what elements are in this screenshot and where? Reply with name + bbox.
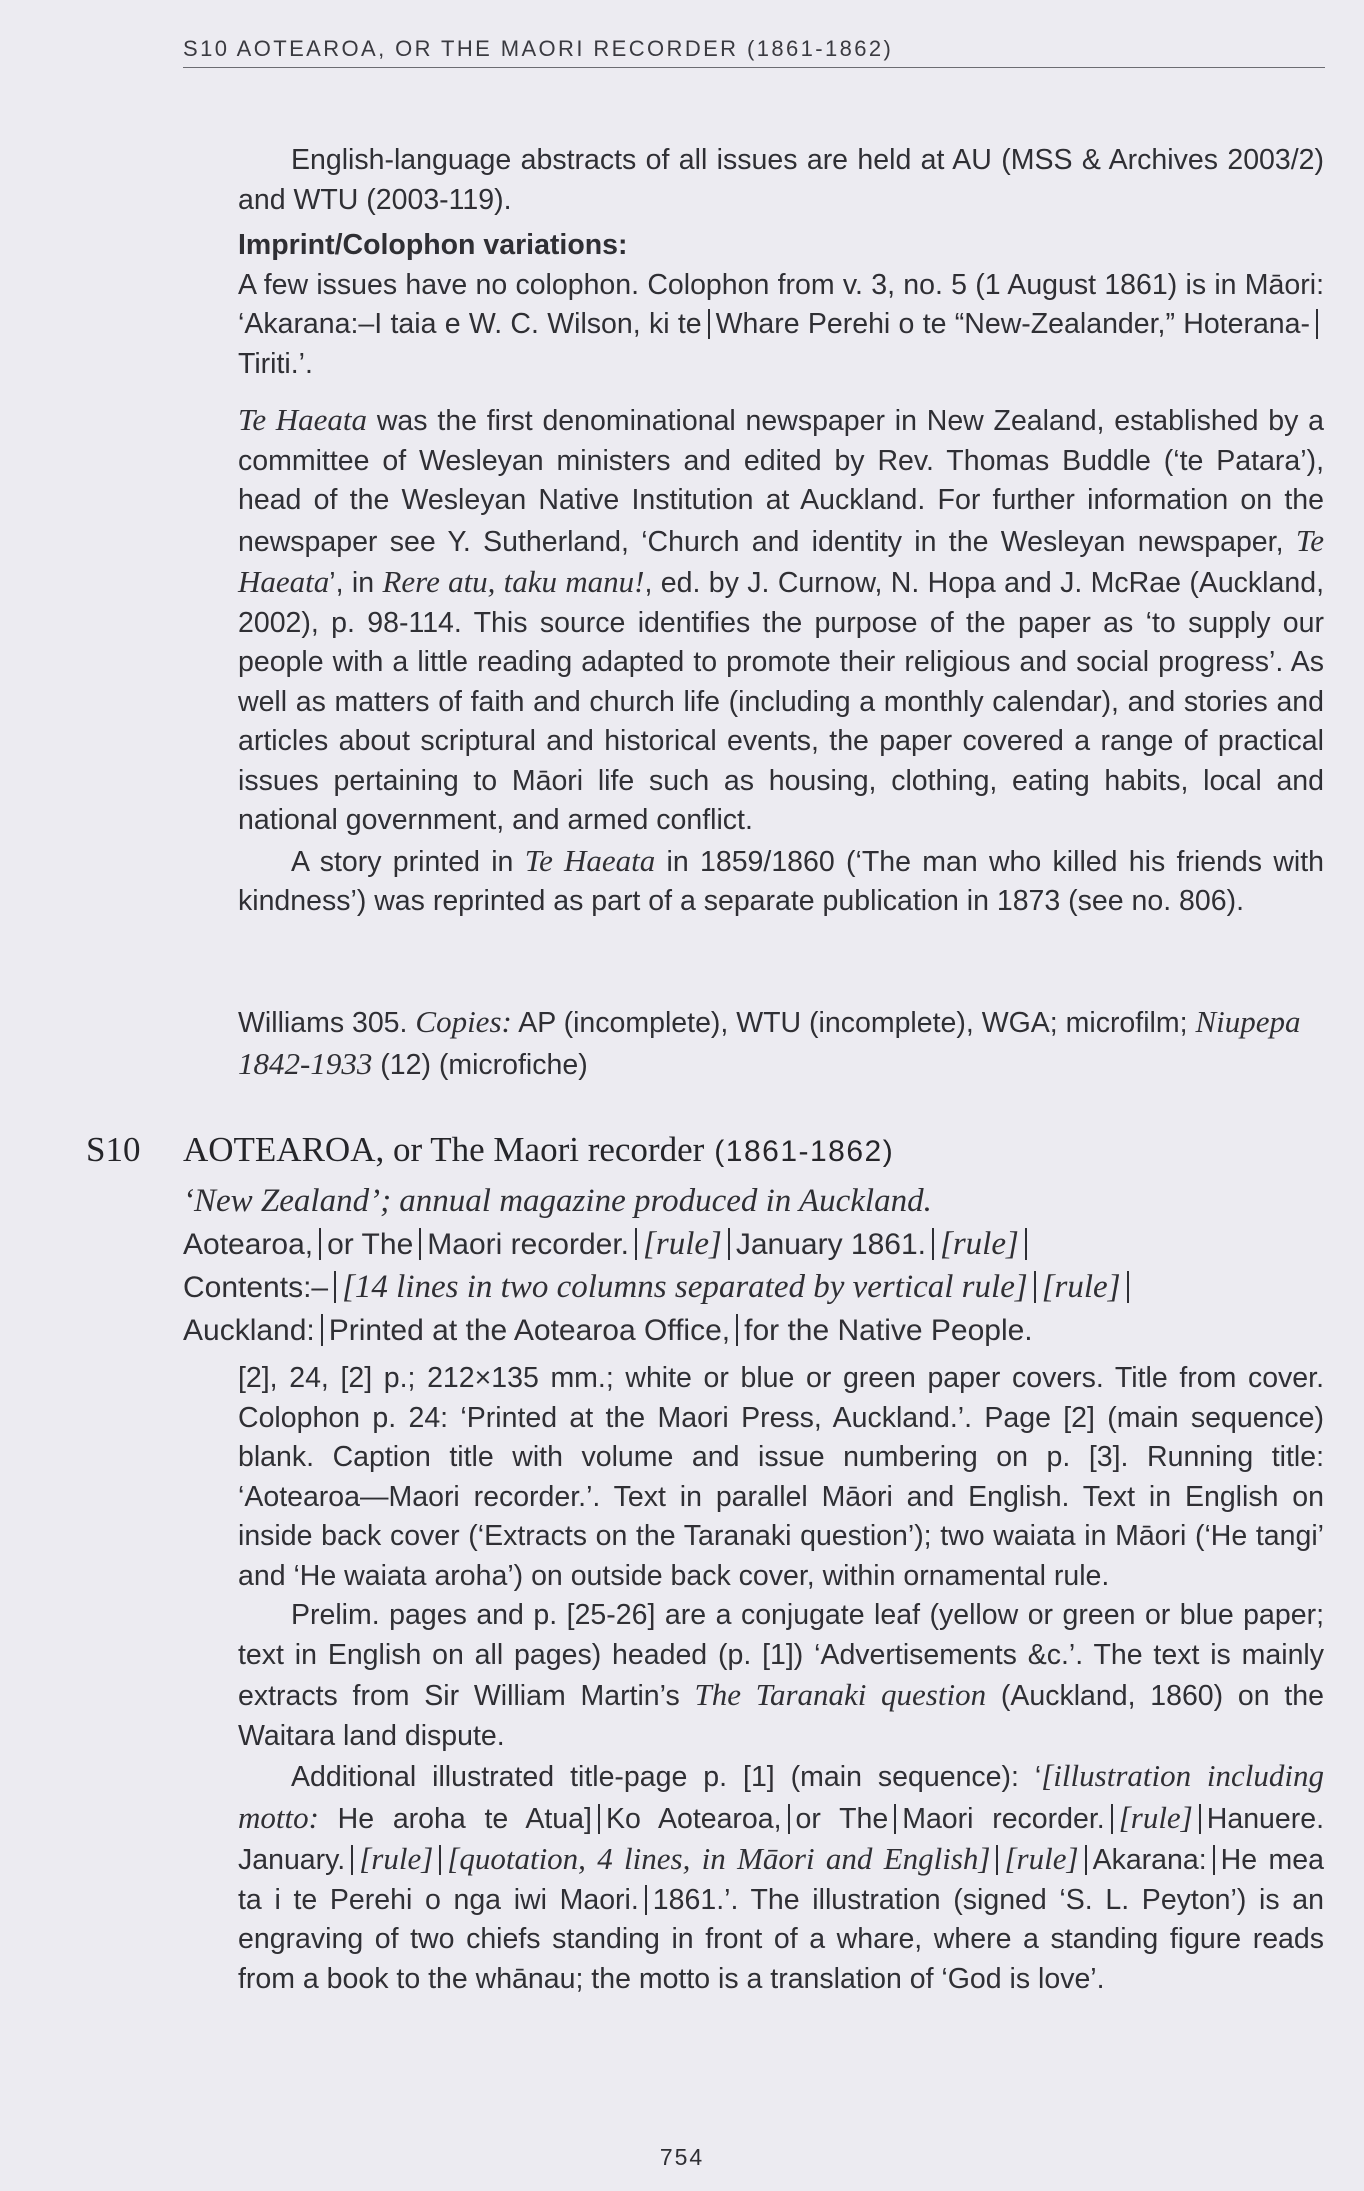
entry-subtitle: ‘New Zealand’; annual magazine produced in Auckland. [183, 1183, 932, 1219]
entry-years: (1861-1862) [714, 1135, 895, 1168]
line-break-marker [1316, 309, 1318, 339]
history-paragraph: Te Haeata was the first denominational newspaper in New Zealand, established by a committee of Wesleyan ministers and edited by Rev. Thomas Buddle (‘te Patara’), head of the Wesleyan Native Institution at Auckland. For further information on the newspaper see Y. Sutherland, ‘Church and identity in the Wesleyan newspaper, Te Haeata’, in Rere atu, taku manu!, ed. by J. Curnow, N. Hopa and J. McRae (Auckland, 2002), p. 98-114. This source identifies the purpose of the paper as ‘to supply our people with a little reading adapted to promote their religious and social progress’. As well as matters of faith and church life (including a monthly calendar), and stories and articles about scriptural and historical events, the paper covered a range of practical issues pertaining to Māori life such as housing, clothing, eating habits, local and national government, and armed conflict. [238, 402, 1324, 836]
additional-title-page-paragraph: Additional illustrated title-page p. [1] (main sequence): ‘[illustration including motto: He aroha te Atua] Ko Aotearoa, or The Maori recorder. [rule] Hanuere. January. [rule] [quotation, 4 lines, in Māori and English] [rule] Akarana: He mea ta i te Perehi o nga iwi Maori. 1861.’. The illustration (signed ‘S. L. Peyton’) is an engraving of two chiefs standing in front of a whare, where a standing figure reads from a book to the whānau; the motto is a translation of ‘God is love’. [238, 1758, 1325, 1995]
entry-title: AOTEAROA, or The Maori recorder [183, 1130, 705, 1169]
imprint-section [238, 226, 1324, 384]
title-page-transcription: Aotearoa, or The Maori recorder. [rule] January 1861. [rule] Contents:– [14 lines in two columns separated by vertical rule] [rule] Auckland: Printed at the Aotearoa Office, for the Native People. [183, 1223, 1325, 1352]
entry-number: S10 [86, 1130, 141, 1169]
description-paragraph: [2], 24, [2] p.; 212×135 mm.; white or blue or green paper covers. Title from cover. Colophon p. 24: ‘Printed at the Maori Press, Auckland.’. Page [2] (main sequence) blank. Caption title with volume and issue numbering on p. [3]. Running title: ‘Aotearoa—Maori recorder.’. Text in parallel Māori and English. Text in English on inside back cover (‘Extracts on the Taranaki question’); two waiata in Māori (‘He tangi’ and ‘He waiata aroha’) on outside back cover, within ornamental rule. [238, 1362, 1324, 1592]
references-section [238, 1002, 1324, 1085]
prev-entry-abstracts [238, 141, 1324, 220]
running-head: S10 AOTEAROA, OR THE MAORI RECORDER (1861-1862) [183, 36, 1325, 68]
imprint-text: A few issues have no colophon. Colophon from v. 3, no. 5 (1 August 1861) is in Māori: ‘Akarana:–I taia e W. C. Wilson, ki te Whare Perehi o te “New-Zealander,” Hoterana-Tiriti.’. [238, 268, 1324, 380]
references-paragraph: Williams 305. Copies: AP (incomplete), WTU (incomplete), WGA; microfilm; Niupepa 1842-1933 (12) (microfiche) [238, 1004, 1301, 1081]
imprint-heading: Imprint/Colophon variations: [238, 229, 628, 261]
story-paragraph: A story printed in Te Haeata in 1859/1860 (‘The man who killed his friends with kindness’) was reprinted as part of a separate publication in 1873 (see no. 806). [238, 842, 1325, 917]
page-number: 754 [659, 2144, 705, 2170]
prelim-paragraph: Prelim. pages and p. [25-26] are a conjugate leaf (yellow or green or blue paper; text in English on all pages) headed (p. [1]) ‘Advertisements &c.’. The text is mainly extracts from Sir William Martin’s The Taranaki question (Auckland, 1860) on the Waitara land dispute. [238, 1599, 1324, 1752]
physical-description [238, 1359, 1324, 1999]
line-break-marker [708, 309, 710, 339]
entry-heading [183, 1130, 1325, 1170]
history-section [238, 400, 1324, 922]
title-transcription [183, 1180, 1325, 1352]
abstracts-paragraph: English-language abstracts of all issues are held at AU (MSS & Archives 2003/2) and WTU (2003-119). [238, 144, 1324, 216]
